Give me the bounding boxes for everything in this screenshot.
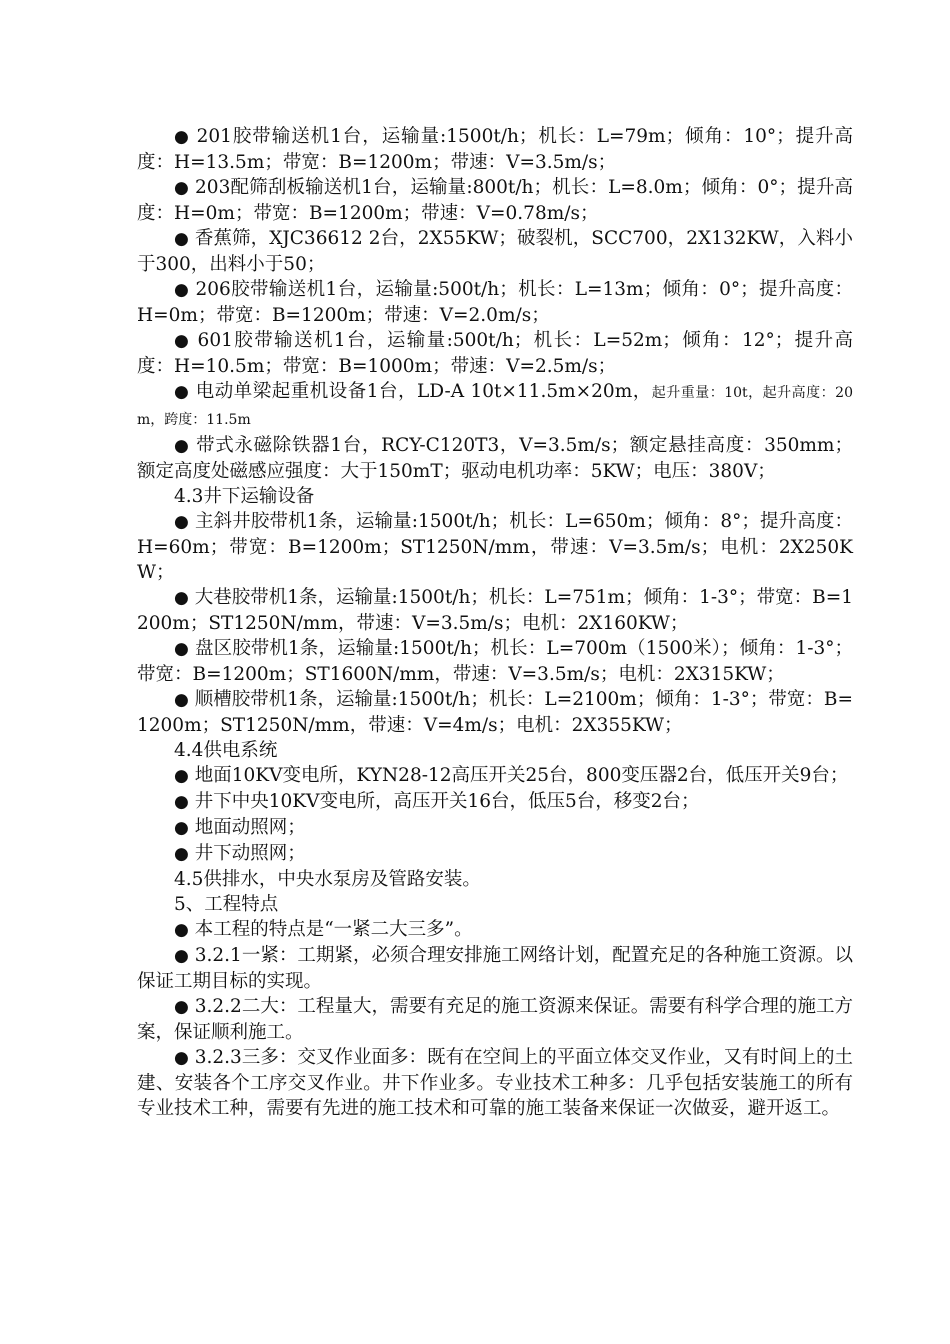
- bullet-icon: ●: [174, 792, 189, 812]
- paragraph-text: 3.2.3三多：交叉作业面多：既有在空间上的平面立体交叉作业，又有时间上的土建、安装各个工序交叉作业。井下作业多。专业技术工种多：几乎包括安装施工的所有专业技术工种，需要有先进的施工技术和可靠的施工装备来保证一次做妥，避开返工。: [137, 1047, 853, 1119]
- section-heading: [137, 484, 853, 509]
- paragraph: [137, 226, 853, 277]
- bullet-icon: ●: [174, 588, 189, 608]
- paragraph-text: 井下中央10KV变电所，高压开关16台，低压5台，移变2台；: [188, 791, 700, 812]
- paragraph: [137, 687, 853, 738]
- bullet-icon: ●: [174, 920, 189, 940]
- paragraph-text: 井下动照网；: [188, 843, 306, 864]
- heading-text: 5、工程特点: [174, 894, 279, 915]
- bullet-icon: ●: [174, 280, 190, 300]
- paragraph-text: 地面10KV变电所，KYN28-12高压开关25台，800变压器2台，低压开关9台；: [188, 765, 849, 786]
- paragraph: [137, 943, 853, 994]
- heading-text: 4.5供排水，中央水泵房及管路安装。: [174, 869, 481, 890]
- document-body: [137, 124, 853, 1121]
- paragraph-text: 带式永磁除铁器1台，RCY-C120T3，V=3.5m/s；额定悬挂高度：350mm；额定高度处磁感应强度：大于150mT；驱动电机功率：5KW；电压：380V；: [137, 435, 853, 482]
- paragraph: [137, 433, 853, 484]
- heading-text: 4.4供电系统: [174, 740, 278, 761]
- paragraph-text: 主斜井胶带机1条，运输量:1500t/h；机长：L=650m；倾角：8°；提升高度：H=60m；带宽：B=1200m；ST1250N/mm，带速：V=3.5m/s；电机：2X250KW；: [137, 511, 853, 583]
- bullet-icon: ●: [174, 229, 189, 249]
- bullet-icon: ●: [174, 127, 190, 147]
- bullet-icon: ●: [174, 331, 191, 351]
- paragraph: [137, 789, 853, 815]
- section-heading: [137, 738, 853, 763]
- bullet-icon: ●: [174, 844, 189, 864]
- paragraph: [137, 585, 853, 636]
- bullet-icon: ●: [174, 382, 190, 402]
- paragraph-text: 大巷胶带机1条，运输量:1500t/h；机长：L=751m；倾角：1-3°；带宽：B=1200m；ST1250N/mm，带速：V=3.5m/s；电机：2X160KW；: [137, 587, 853, 634]
- paragraph: [137, 763, 853, 789]
- paragraph: [137, 917, 853, 943]
- paragraph-text: 201胶带输送机1台，运输量:1500t/h；机长：L=79m；倾角：10°；提升高度：H=13.5m；带宽：B=1200m；带速：V=3.5m/s；: [137, 126, 853, 173]
- bullet-icon: ●: [174, 178, 189, 198]
- paragraph: [137, 175, 853, 226]
- paragraph: [137, 636, 853, 687]
- paragraph: [137, 994, 853, 1045]
- section-heading: [137, 867, 853, 892]
- bullet-icon: ●: [174, 818, 189, 838]
- paragraph-text: 601胶带输送机1台，运输量:500t/h；机长：L=52m；倾角：12°；提升高度：H=10.5m；带宽：B=1000m；带速：V=2.5m/s；: [137, 330, 853, 377]
- paragraph-text: 地面动照网；: [188, 817, 306, 838]
- bullet-icon: ●: [174, 690, 189, 710]
- bullet-icon: ●: [174, 997, 189, 1017]
- paragraph-small-text: 起升重量：10t，起升高度：20m，跨度：11.5m: [137, 385, 853, 428]
- paragraph: [137, 815, 853, 841]
- paragraph-text: 206胶带输送机1台，运输量:500t/h；机长：L=13m；倾角：0°；提升高度：H=0m；带宽：B=1200m；带速：V=2.0m/s；: [137, 279, 853, 326]
- bullet-icon: ●: [174, 512, 189, 532]
- paragraph: [137, 124, 853, 175]
- heading-text: 4.3井下运输设备: [174, 486, 315, 507]
- paragraph-text: 3.2.2二大：工程量大，需要有充足的施工资源来保证。需要有科学合理的施工方案，保证顺利施工。: [137, 996, 853, 1043]
- paragraph: [137, 509, 853, 585]
- bullet-icon: ●: [174, 946, 189, 966]
- paragraph: [137, 841, 853, 867]
- paragraph-text: 203配筛刮板输送机1台，运输量:800t/h；机长：L=8.0m；倾角：0°；提升高度：H=0m；带宽：B=1200m；带速：V=0.78m/s；: [137, 177, 853, 224]
- bullet-icon: ●: [174, 1048, 189, 1068]
- paragraph-text: 盘区胶带机1条，运输量:1500t/h；机长：L=700m（1500米）；倾角：1-3°；带宽：B=1200m；ST1600N/mm，带速：V=3.5m/s；电机：2X315KW；: [137, 638, 853, 685]
- paragraph: [137, 379, 853, 433]
- paragraph: [137, 277, 853, 328]
- paragraph: [137, 1045, 853, 1121]
- paragraph-text: 电动单梁起重机设备1台，LD-A 10t×11.5m×20m，: [189, 381, 652, 402]
- section-heading: [137, 892, 853, 917]
- paragraph-text: 3.2.1一紧：工期紧，必须合理安排施工网络计划，配置充足的各种施工资源。以保证工期目标的实现。: [137, 945, 853, 992]
- paragraph-text: 顺槽胶带机1条，运输量:1500t/h；机长：L=2100m；倾角：1-3°；带宽：B=1200m；ST1250N/mm，带速：V=4m/s；电机：2X355KW；: [137, 689, 853, 736]
- bullet-icon: ●: [174, 766, 189, 786]
- paragraph-text: 香蕉筛，XJC36612 2台，2X55KW；破裂机，SCC700，2X132KW，入料小于300，出料小于50；: [137, 228, 853, 275]
- bullet-icon: ●: [174, 436, 190, 456]
- bullet-icon: ●: [174, 639, 189, 659]
- paragraph: [137, 328, 853, 379]
- paragraph-text: 本工程的特点是“一紧二大三多”。: [188, 919, 473, 940]
